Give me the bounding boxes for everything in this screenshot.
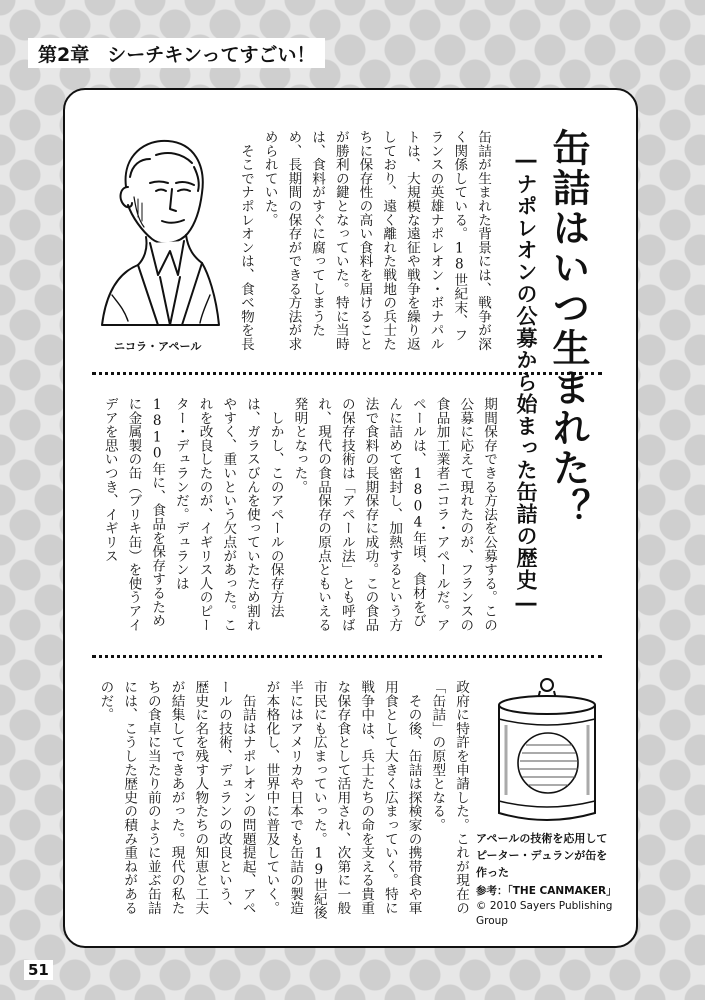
body-section-3: 政府に特許を申請した。これが現在の「缶詰」の原型となる。 その後、缶詰は探検家の携帯食や軍用食として大きく広まっていく。特に戦争中は、兵士たちの命を支える貴重な保存食として活用され、次第に一般市民にも広まっていった。19世紀後半にはアメリカや日本でも缶詰の製造が本格化し、世界中に普及していく。 缶詰はナポレオンの問題提起、アペールの技術、デュランの改良という、歴史に名を残す人物たちの知恵と工夫が結集してできあがった。現代の私たちの食卓に当たり前のように並ぶ缶詰には、こうした歴史の積み重ねがあるのだ。 <box>97 680 469 920</box>
napoleon-era-portrait-icon <box>98 125 223 335</box>
article-subtitle: ―ナポレオンの公募から始まった缶詰の歴史― <box>514 148 538 616</box>
article-title: 缶詰はいつ生まれた？ <box>546 128 590 528</box>
can-caption-line: 作った <box>476 866 509 879</box>
can-caption-line: ピーター・デュランが缶を <box>476 849 608 862</box>
body-section-1: 缶詰が生まれた背景には、戦争が深く関係している。18世紀末、フランスの英雄ナポレオン・ボナパルトは、大規模な遠征や戦争を繰り返しており、遠く離れた戦地の兵士たちに保存性の高い食料を届けることが勝利の鍵となっていた。特に当時は、食料がすぐに腐ってしまうため、長期間の保存ができる方法が求められていた。 そこでナポレオンは、食べ物を長 <box>237 130 491 351</box>
can-caption-line: アペールの技術を応用して <box>476 832 608 845</box>
portrait-caption: ニコラ・アペール <box>114 340 202 353</box>
page-number: 51 <box>24 960 53 980</box>
can-caption <box>476 830 607 881</box>
chapter-header <box>28 38 325 68</box>
chapter-label: 第2章 <box>38 43 90 66</box>
body-section-2: 期間保存できる方法を公募する。この公募に応えて現れたのが、フランスの食品加工業者ニコラ・アペールだ。アペールは、1804年頃、食材をびんに詰めて密封し、加熱するという方法で食料の長期保存に成功。この食品の保存技術は「アペール法」とも呼ばれ、現代の食品保存の原点ともいえる発明となった。 しかし、このアペールの保存方法は、ガラスびんを使っていたため割れやすく、重いという欠点があった。これを改良したのが、イギリス人のピーター・デュランだ。デュランは1810年に、食品を保存するために金属製の缶（ブリキ缶）を使うアイデアを思いつき、イギリス <box>101 397 497 632</box>
old-tin-can-icon <box>488 675 606 830</box>
chapter-title: シーチキンってすごい！ <box>107 43 316 66</box>
credit-line: 参考：「THE CANMAKER」 <box>476 885 617 897</box>
section-divider <box>92 372 602 375</box>
can-credit <box>476 884 617 929</box>
credit-line: Group <box>476 915 508 927</box>
credit-line: © 2010 Sayers Publishing <box>476 900 613 912</box>
section-divider <box>92 655 602 658</box>
